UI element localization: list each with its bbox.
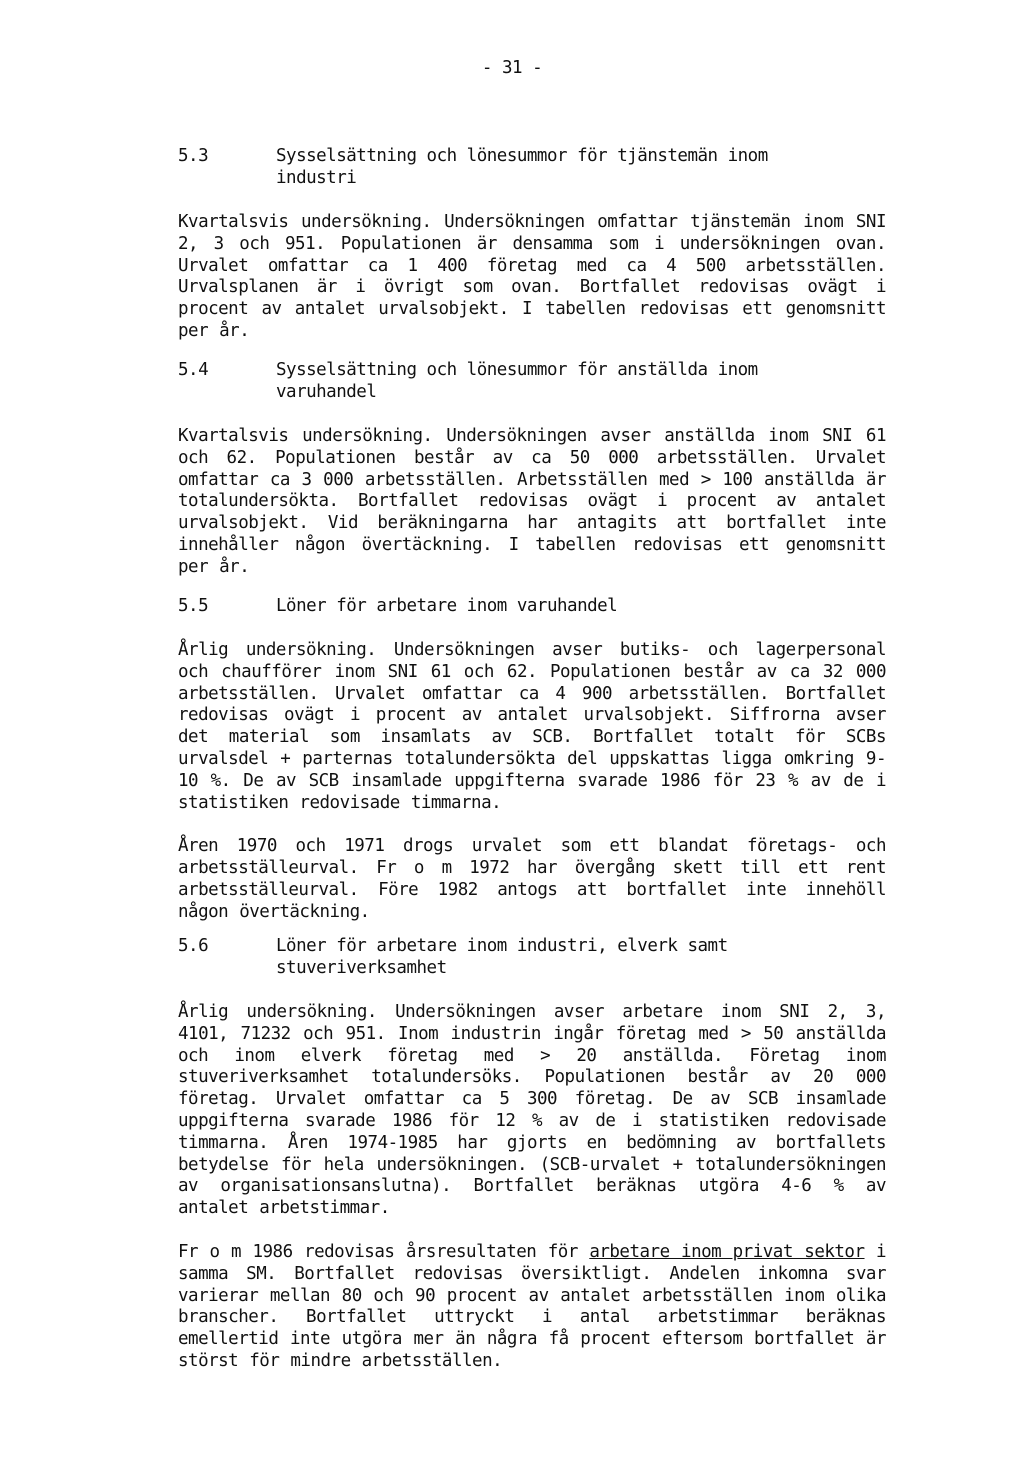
section-heading	[178, 936, 886, 980]
section-number: 5.4	[178, 360, 209, 380]
section-title-line: Löner för arbetare inom industri, elverk samt	[276, 936, 728, 956]
final-paragraph-end: i samma SM. Bortfallet redovisas översiktligt. Andelen inkomna svar varierar mellan 80 och 90 procent av antalet arbetsställen inom olika branscher. Bortfallet uttryckt i antal arbetstimmar beräknas emellertid inte utgöra mer än några få procent eftersom bortfallet är störst för mindre arbetsställen.	[178, 1241, 886, 1371]
body-paragraph: Årlig undersökning. Undersökningen avser butiks- och lagerpersonal och chaufförer inom SNI 61 och 62. Populationen består av ca 32 000 arbetsställen. Urvalet omfattar ca 4 900 arbetsställen. Bortfallet redovisas ovägt i procent av antalet urvalsobjekt. Siffrorna avser det material som insamlats av SCB. Bortfallet totalt för SCBs urvalsdel + parternas totalundersökta del uppskattas ligga omkring 9-10 %. De av SCB insamlade uppgifterna svarade 1986 för 23 % av de i statistiken redovisade timmarna.	[178, 640, 886, 813]
section-title-line: industri	[276, 167, 357, 188]
section-number: 5.6	[178, 936, 209, 956]
underlined-phrase: arbetare inom privat sektor	[589, 1241, 865, 1262]
body-paragraph: Kvartalsvis undersökning. Undersökningen omfattar tjänstemän inom SNI 2, 3 och 951. Populationen är densamma som i undersökningen ovan. Urvalet omfattar ca 1 400 företag med ca 4 500 arbetsställen. Urvalsplanen är i övrigt som ovan. Bortfallet redovisas ovägt i procent av antalet urvalsobjekt. I tabellen redovisas ett genomsnitt per år.	[178, 212, 886, 341]
section-title	[276, 596, 876, 618]
section-number: 5.5	[178, 596, 209, 616]
section-heading	[178, 596, 886, 618]
body-paragraph: Årlig undersökning. Undersökningen avser arbetare inom SNI 2, 3, 4101, 71232 och 951. Inom industrin ingår företag med > 50 anställda och inom elverk företag med > 20 anställda. Företag inom stuveriverksamhet totalundersöks. Populationen består av 20 000 företag. Urvalet omfattar ca 5 300 företag. De av SCB insamlade uppgifterna svarade 1986 för 12 % av de i statistiken redovisade timmarna. Åren 1974-1985 har gjorts en bedömning av bortfallets betydelse för hela undersökningen. (SCB-urvalet + totalundersökningen av organisationsanslutna). Bortfallet beräknas utgöra 4-6 % av antalet arbetstimmar.	[178, 1002, 886, 1219]
section-title-line: Sysselsättning och lönesummor för anställda inom	[276, 360, 758, 380]
section-number: 5.3	[178, 146, 209, 166]
section-heading	[178, 146, 886, 190]
section-5-5	[178, 596, 886, 924]
page-number: - 31 -	[481, 58, 543, 78]
section-5-4	[178, 360, 886, 579]
body-paragraph: Kvartalsvis undersökning. Undersökningen avser anställda inom SNI 61 och 62. Populationen består av ca 50 000 arbetsställen. Urvalet omfattar ca 3 000 arbetsställen. Arbetsställen med > 100 anställda är totalundersökta. Bortfallet redovisas ovägt i procent av antalet urvalsobjekt. Vid beräkningarna har antagits att bortfallet inte innehåller någon övertäckning. I tabellen redovisas ett genomsnitt per år.	[178, 426, 886, 577]
body-paragraph-final	[178, 1242, 886, 1373]
section-title	[276, 936, 876, 980]
body-paragraph: Åren 1970 och 1971 drogs urvalet som ett blandat företags- och arbetsställeurval. Fr o m 1972 har övergång skett till ett rent arbetsställeurval. Före 1982 antogs att bortfallet inte innehöll någon övertäckning.	[178, 836, 886, 922]
section-title-line: stuveriverksamhet	[276, 957, 447, 978]
section-title	[276, 360, 876, 404]
section-5-3	[178, 146, 886, 343]
section-heading	[178, 360, 886, 404]
section-5-6	[178, 936, 886, 1373]
section-title-line: Löner för arbetare inom varuhandel	[276, 596, 618, 616]
section-title	[276, 146, 876, 190]
section-title-line: varuhandel	[276, 381, 377, 402]
section-title-line: Sysselsättning och lönesummor för tjänstemän inom	[276, 146, 768, 166]
final-paragraph-start: Fr o m 1986 redovisas årsresultaten för	[178, 1241, 590, 1262]
